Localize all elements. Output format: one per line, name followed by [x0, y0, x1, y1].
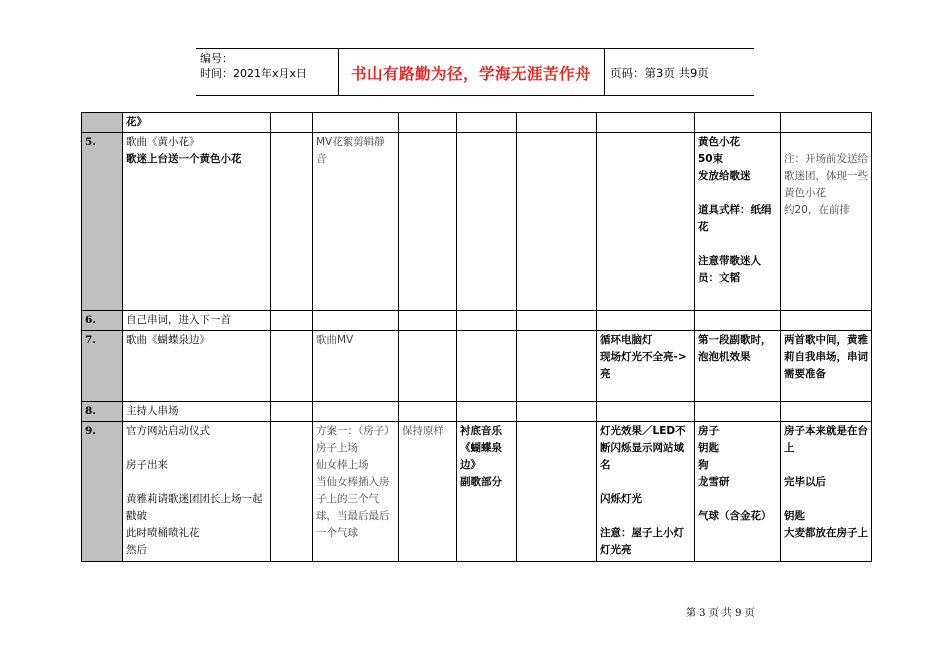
table-cell [271, 311, 313, 331]
page-header [196, 48, 754, 96]
table-cell [597, 311, 695, 331]
row-number-cell: 6. [82, 311, 123, 331]
table-cell [457, 402, 517, 422]
table-cell [457, 133, 517, 311]
screen-cell: 保持原样 [399, 422, 457, 562]
table-cell [517, 422, 597, 562]
table-row [82, 133, 872, 311]
header-top-rule [196, 48, 754, 49]
table-cell [517, 133, 597, 311]
video-cell: 方案一：（房子） 房子上场 仙女棒上场 当仙女棒插入房子上的三个气球，当最后最后一个气球 [313, 422, 399, 562]
table-cell [399, 402, 457, 422]
table-row [82, 113, 872, 133]
table-cell [597, 113, 695, 133]
notes-cell: 房子本来就是在台上 完毕以后 钥匙 大麦都放在房子上 [781, 422, 872, 562]
row-number-cell: 5. [82, 133, 123, 311]
table-cell [517, 331, 597, 402]
table-cell [399, 113, 457, 133]
table-cell [313, 402, 399, 422]
header-motto: 书山有路勤为径，学海无涯苦作舟 [350, 65, 591, 83]
row-number-cell [82, 113, 123, 133]
table-cell [781, 402, 872, 422]
audio-cell: 衬底音乐《蝴蝶泉边》 副歌部分 [457, 422, 517, 562]
props-cell: 第一段副歌时，泡泡机效果 [695, 331, 781, 402]
header-divider [604, 48, 605, 96]
props-cell: 房子 钥匙 狗 龙雪研 气球（含金花） [695, 422, 781, 562]
table-row [82, 331, 872, 402]
document-time-label: 时间：2021年x月x日 [200, 67, 308, 80]
row-number-cell: 7. [82, 331, 123, 402]
rundown-table [81, 112, 872, 562]
table-cell [271, 113, 313, 133]
props-cell: 黄色小花 50束 发放给歌迷 道具式样：纸绢花 注意带歌迷人员：文韬 [695, 133, 781, 311]
program-title: 歌曲《黄小花》 [126, 136, 200, 148]
table-cell [517, 113, 597, 133]
table-cell [781, 311, 872, 331]
lighting-cell: 循环电脑灯 现场灯光不全亮->亮 [597, 331, 695, 402]
table-cell [457, 113, 517, 133]
header-divider [338, 48, 339, 96]
table-cell [313, 113, 399, 133]
table-cell [517, 402, 597, 422]
table-cell [399, 133, 457, 311]
table-cell [695, 402, 781, 422]
program-cell: 歌曲《蝴蝶泉边》 [123, 331, 271, 402]
table-row [82, 402, 872, 422]
header-meta [200, 51, 307, 81]
page-footer: 第 3 页 共 9 页 [686, 608, 755, 619]
table-cell [695, 113, 781, 133]
table-cell [695, 311, 781, 331]
table-cell [399, 331, 457, 402]
video-cell: 歌曲MV [313, 331, 399, 402]
table-row [82, 422, 872, 562]
notes-cell: 注：开场前发送给歌迷团，体现一些黄色小花 约20，在前排 [781, 133, 872, 311]
table-cell [597, 133, 695, 311]
program-cell: 官方网站启动仪式 房子出来 黄雅莉请歌迷团团长上场一起戳破 此时喷桶喷礼花 然后 [123, 422, 271, 562]
program-cell: 花》 [123, 113, 271, 133]
video-cell: MV花絮剪辑静音 [313, 133, 399, 311]
table-cell [457, 311, 517, 331]
program-cell: 自己串词，进入下一首 [123, 311, 271, 331]
row-number-cell: 9. [82, 422, 123, 562]
table-cell [517, 311, 597, 331]
table-cell [781, 113, 872, 133]
table-cell [271, 422, 313, 562]
program-cell [123, 133, 271, 311]
program-cell: 主持人串场 [123, 402, 271, 422]
table-cell [271, 133, 313, 311]
lighting-cell: 灯光效果／LED不断闪烁显示网站域名 闪烁灯光 注意：屋子上小灯灯光亮 [597, 422, 695, 562]
document-number-label: 编号： [200, 52, 233, 65]
header-page-label: 页码：第3页 共9页 [610, 66, 709, 80]
table-cell [313, 311, 399, 331]
header-bottom-rule [196, 95, 754, 96]
table-cell [271, 402, 313, 422]
row-number-cell: 8. [82, 402, 123, 422]
program-note: 歌迷上台送一个黄色小花 [126, 153, 242, 165]
table-cell [597, 402, 695, 422]
table-cell [457, 331, 517, 402]
table-row [82, 311, 872, 331]
notes-cell: 两首歌中间，黄雅莉自我串场，串词需要准备 [781, 331, 872, 402]
table-cell [399, 311, 457, 331]
table-cell [271, 331, 313, 402]
